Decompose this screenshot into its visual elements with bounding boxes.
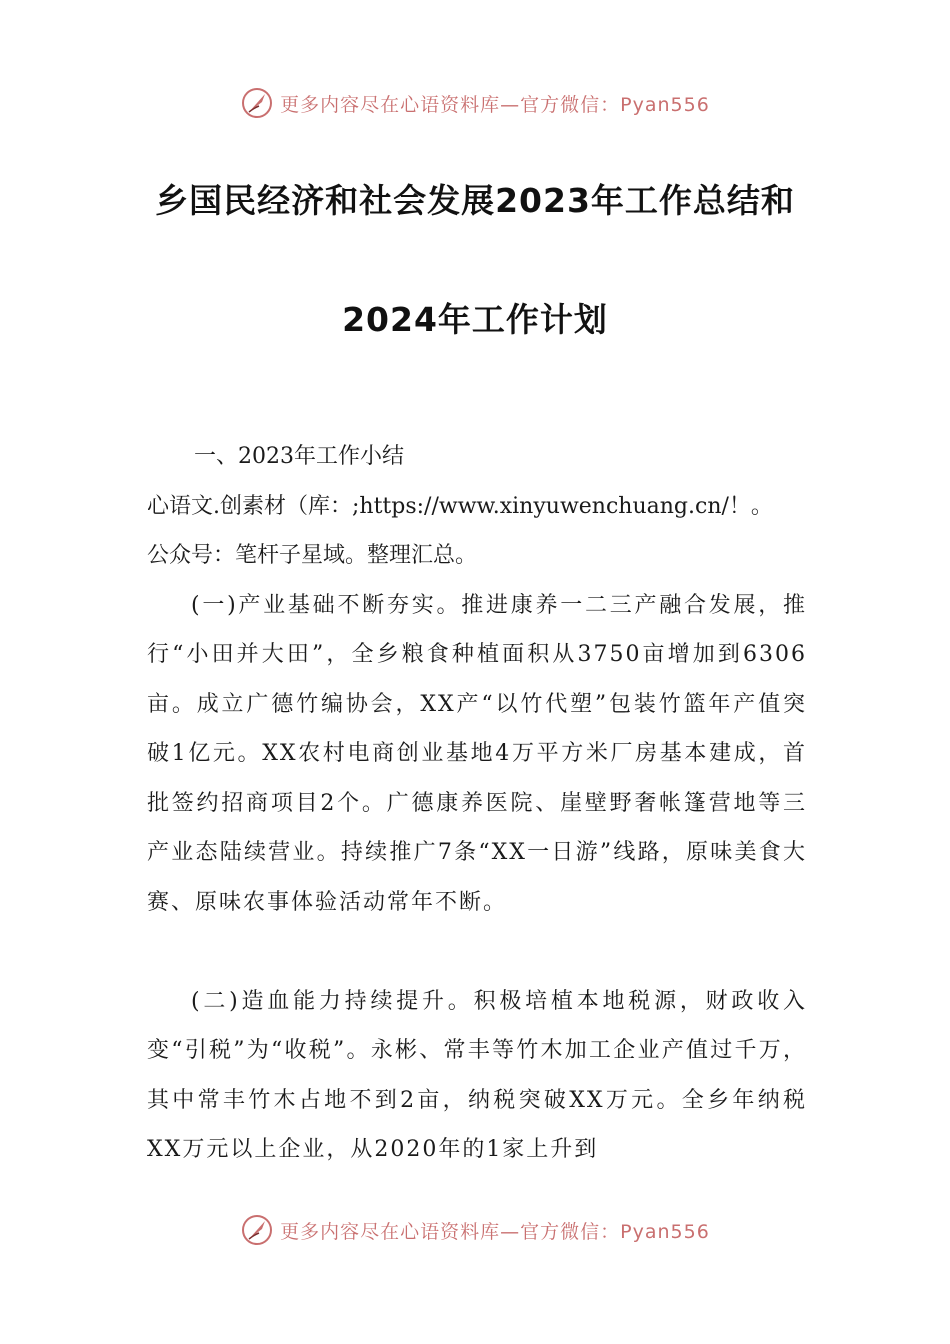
document-title-line-2: 2024年工作计划 — [342, 300, 608, 339]
document-body — [147, 432, 807, 1175]
public-account-line: 公众号：笔杆子星域。整理汇总。 — [147, 543, 478, 568]
document-title-line-1: 乡国民经济和社会发展2023年工作总结和 — [155, 181, 795, 220]
watermark-text: 更多内容尽在心语资料库—官方微信：Pyan556 — [280, 93, 710, 116]
watermark-text: 更多内容尽在心语资料库—官方微信：Pyan556 — [280, 1220, 710, 1243]
paragraph-industry: (一)产业基础不断夯实。推进康养一二三产融合发展，推行“小田并大田”，全乡粮食种植面积从3750亩增加到6306亩。成立广德竹编协会，XX产“以竹代塑”包装竹篮年产值突破1亿元。XX农村电商创业基地4万平方米厂房基本建成，首批签约招商项目2个。广德康养医院、崖壁野奢帐篷营地等三产业态陆续营业。持续推广7条“XX一日游”线路，原味美食大赛、原味农事体验活动常年不断。 — [147, 592, 807, 915]
section-heading: 一、2023年工作小结 — [194, 444, 404, 469]
watermark-banner-top — [0, 83, 950, 123]
paragraph-revenue: (二)造血能力持续提升。积极培植本地税源，财政收入变“引税”为“收税”。永彬、常丰等竹木加工企业产值过千万，其中常丰竹木占地不到2亩，纳税突破XX万元。全乡年纳税XX万元以上企业，从2020年的1家上升到 — [147, 988, 807, 1162]
source-line: 心语文.创素材（库：;https://www.xinyuwenchuang.cn/！。 — [147, 493, 773, 519]
paragraph-spacer — [147, 927, 807, 977]
watermark-banner-bottom — [0, 1210, 950, 1250]
quill-logo-icon — [240, 86, 274, 120]
quill-logo-icon — [240, 1213, 274, 1247]
